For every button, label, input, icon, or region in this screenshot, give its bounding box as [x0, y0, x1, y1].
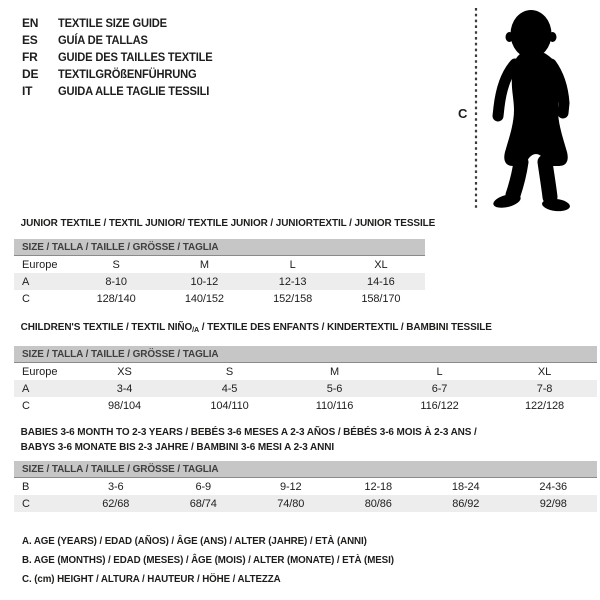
section-heading-line: [21, 320, 568, 337]
table-row: [14, 380, 597, 397]
size-header-text: SIZE / TALLA / TAILLE / GRÖSSE / TAGLIA: [22, 348, 219, 360]
size-cell: L: [289, 258, 296, 271]
size-cell: 104/110: [210, 399, 249, 412]
size-header-bar: [14, 239, 425, 256]
language-block: [22, 14, 224, 99]
table-row: [14, 478, 597, 495]
language-title: GUIDA ALLE TAGLIE TESSILI: [58, 83, 210, 98]
size-cell: 18-24: [451, 480, 480, 493]
legend-notes: [22, 532, 422, 589]
section-heading: [14, 320, 568, 337]
size-cell: 92/98: [539, 497, 567, 510]
heading-text: JUNIOR TEXTILE / TEXTIL JUNIOR/ TEXTILE JUNIOR / JUNIORTEXTIL / JUNIOR TESSILE: [20, 217, 436, 229]
size-cell: 3-4: [116, 382, 133, 395]
section-heading-line: [21, 425, 568, 440]
size-cell: M: [329, 365, 340, 378]
size-cell: XL: [374, 258, 388, 271]
size-cell: XL: [537, 365, 552, 378]
table-row: [14, 495, 597, 512]
size-cell: 6-9: [195, 480, 212, 493]
table-row: [14, 290, 425, 307]
size-cell: 80/86: [364, 497, 392, 510]
row-label: B: [22, 480, 30, 493]
section-heading-line: [21, 440, 568, 455]
size-cell: 10-12: [190, 275, 219, 288]
language-title: TEXTILE SIZE GUIDE: [58, 15, 167, 30]
size-cell: 12-18: [364, 480, 393, 493]
table-row: [14, 256, 425, 273]
height-dashed-line: [474, 8, 478, 210]
size-cell: 140/152: [184, 292, 224, 305]
row-label: C: [22, 497, 30, 510]
size-cell: L: [436, 365, 443, 378]
size-cell: 3-6: [107, 480, 124, 493]
size-cell: 62/68: [102, 497, 130, 510]
language-row: [22, 65, 224, 82]
size-cell: 5-6: [326, 382, 343, 395]
note-line: B. AGE (MONTHS) / EDAD (MESES) / ÂGE (MOIS) / ALTER (MONATE) / ETÀ (MESI): [22, 554, 394, 566]
section-heading-line: [21, 216, 436, 231]
heading-text: / TEXTILE DES ENFANTS / KINDERTEXTIL / BAMBINI TESSILE: [199, 321, 492, 333]
row-label: C: [22, 399, 30, 412]
row-label: A: [22, 382, 30, 395]
size-cell: M: [199, 258, 209, 271]
language-title: TEXTILGRÖßENFÜHRUNG: [58, 66, 197, 81]
size-header-bar: [14, 461, 597, 478]
language-row: [22, 82, 224, 99]
language-row: [22, 48, 224, 65]
size-cell: 152/158: [273, 292, 313, 305]
size-cell: 12-13: [278, 275, 307, 288]
language-code: ES: [22, 32, 38, 47]
size-cell: 74/80: [277, 497, 305, 510]
size-cell: 158/170: [361, 292, 401, 305]
language-row: [22, 14, 224, 31]
language-title: GUÍA DE TALLAS: [58, 32, 148, 47]
section-heading: [14, 216, 435, 231]
section-heading: [14, 425, 568, 455]
size-cell: 6-7: [431, 382, 448, 395]
note-line: A. AGE (YEARS) / EDAD (AÑOS) / ÂGE (ANS) / ALTER (JAHRE) / ETÀ (ANNI): [22, 535, 367, 547]
size-cell: 9-12: [279, 480, 302, 493]
size-cell: 8-10: [105, 275, 127, 288]
heading-subscript: /A: [192, 325, 200, 334]
language-title: GUIDE DES TAILLES TEXTILE: [58, 49, 213, 64]
language-code: IT: [22, 83, 33, 98]
size-cell: 110/116: [315, 399, 354, 412]
size-cell: S: [112, 258, 120, 271]
size-cell: 122/128: [524, 399, 565, 412]
size-cell: 86/92: [452, 497, 480, 510]
note-line: C. (cm) HEIGHT / ALTURA / HAUTEUR / HÖHE / ALTEZZA: [22, 573, 281, 585]
size-header-bar: [14, 346, 597, 363]
row-label: Europe: [22, 258, 58, 271]
table-row: [14, 397, 597, 414]
language-row: [22, 31, 224, 48]
row-label: Europe: [22, 365, 58, 378]
table-row: [14, 273, 425, 290]
babies-size-section: [14, 425, 597, 512]
size-cell: S: [225, 365, 234, 378]
language-code: FR: [22, 49, 38, 64]
size-cell: XS: [117, 365, 132, 378]
heading-text: BABIES 3-6 MONTH TO 2-3 YEARS / BEBÉS 3-6 MESES A 2-3 AÑOS / BÉBÉS 3-6 MOIS À 2-3 ANS /: [20, 426, 477, 438]
baby-silhouette-icon: [484, 4, 596, 212]
heading-text: CHILDREN'S TEXTILE / TEXTIL NIÑO: [20, 321, 193, 333]
size-cell: 4-5: [221, 382, 238, 395]
children-size-section: [14, 320, 597, 414]
size-cell: 98/104: [107, 399, 142, 412]
size-cell: 14-16: [367, 275, 395, 288]
row-label: C: [22, 292, 30, 305]
size-cell: 24-36: [539, 480, 568, 493]
size-table: [14, 346, 597, 414]
size-cell: 68/74: [189, 497, 217, 510]
table-row: [14, 363, 597, 380]
size-header-text: SIZE / TALLA / TAILLE / GRÖSSE / TAGLIA: [22, 463, 219, 475]
size-table: [14, 239, 425, 307]
heading-text: BABYS 3-6 MONATE BIS 2-3 JAHRE / BAMBINI 3-6 MESI A 2-3 ANNI: [20, 441, 335, 453]
row-label: A: [22, 275, 30, 288]
height-measure-label: C: [458, 106, 468, 121]
language-code: EN: [22, 15, 39, 30]
size-cell: 7-8: [536, 382, 553, 395]
size-table: [14, 461, 597, 512]
language-code: DE: [22, 66, 39, 81]
junior-size-section: [14, 216, 457, 307]
size-header-text: SIZE / TALLA / TAILLE / GRÖSSE / TAGLIA: [22, 241, 219, 253]
size-cell: 116/122: [420, 399, 459, 412]
size-cell: 128/140: [96, 292, 136, 305]
